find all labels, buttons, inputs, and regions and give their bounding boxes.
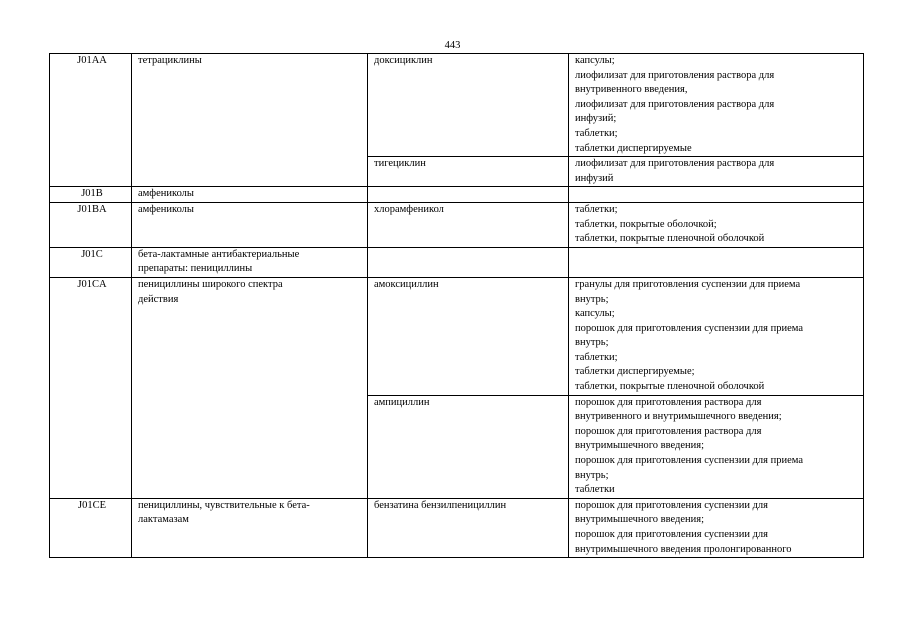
dosage-form-line: внутримышечного введения; [575,514,705,526]
dosage-form-line: гранулы для приготовления суспензии для приема [575,278,801,290]
drug-name: хлорамфеникол [374,203,444,215]
atc-code-cell: J01CA [50,277,132,498]
group-name-line: пенициллины, чувствительные к бета- [138,499,310,511]
dosage-form-line: порошок для приготовления суспензии для приема [575,455,803,467]
group-name-line: лактамазам [138,514,189,526]
group-name-line: тетрациклины [138,55,202,66]
drug-name-cell [368,54,569,157]
atc-code-cell: J01C [50,247,132,277]
dosage-form-line: таблетки диспергируемые [575,142,692,154]
drug-name-cell [368,187,569,203]
group-name-line: амфениколы [138,203,194,215]
dosage-form-line: инфузий; [575,113,617,125]
dosage-form-line: внутрь; [575,469,609,481]
drug-name: доксициклин [374,55,433,66]
dosage-form-line: порошок для приготовления раствора для [575,396,762,408]
atc-code-cell: J01AA [50,54,132,187]
page-number: 443 [444,40,461,51]
drug-name: ампициллин [374,396,430,408]
dosage-forms-cell [569,202,864,247]
drug-name: амоксициллин [374,278,439,290]
dosage-forms-cell [569,247,864,277]
dosage-forms-cell [569,498,864,557]
table-row [50,54,864,157]
drug-table [49,53,864,558]
dosage-form-line: лиофилизат для приготовления раствора для [575,158,775,170]
dosage-form-line: порошок для приготовления суспензии для [575,529,768,540]
drug-name-cell [368,247,569,277]
group-name-line: препараты: пенициллины [138,263,253,275]
drug-name-cell [368,202,569,247]
table-body [50,54,864,558]
dosage-form-line: таблетки, покрытые пленочной оболочкой [575,233,765,245]
dosage-form-line: порошок для приготовления суспензии для приема [575,322,803,334]
drug-name-cell [368,395,569,498]
drug-name-cell [368,498,569,557]
group-name-line: действия [138,293,179,305]
dosage-form-line [575,187,860,202]
group-name-cell [132,277,368,498]
dosage-form-line: лиофилизат для приготовления раствора для [575,98,775,110]
table-row [50,498,864,557]
dosage-form-line [575,248,860,263]
dosage-forms-cell [569,187,864,203]
group-name-cell [132,187,368,203]
dosage-form-line: капсулы; [575,55,615,66]
dosage-forms-cell [569,157,864,187]
table-row [50,202,864,247]
dosage-form-line: внутривенного и внутримышечного введения; [575,411,782,423]
dosage-forms-cell [569,277,864,395]
dosage-form-line: внутрь; [575,337,609,349]
dosage-form-line: таблетки, покрытые оболочкой; [575,218,717,230]
group-name-cell [132,247,368,277]
drug-name [374,248,565,263]
atc-code-cell: J01B [50,187,132,203]
group-name-cell [132,498,368,557]
atc-code-cell: J01CE [50,498,132,557]
dosage-form-line: таблетки; [575,203,618,215]
dosage-forms-cell [569,395,864,498]
dosage-form-line: порошок для приготовления суспензии для [575,499,768,511]
group-name-line: амфениколы [138,188,194,200]
group-name-line: бета-лактамные антибактериальные [138,248,300,260]
dosage-form-line: таблетки диспергируемые; [575,366,695,378]
dosage-form-line: лиофилизат для приготовления раствора для [575,69,775,81]
group-name-cell [132,54,368,187]
dosage-forms-cell [569,54,864,157]
dosage-form-line: таблетки; [575,127,618,139]
drug-name-cell [368,157,569,187]
dosage-form-line: таблетки; [575,351,618,363]
drug-name: бензатина бензилпенициллин [374,499,507,511]
dosage-form-line: инфузий [575,172,614,184]
dosage-form-line: капсулы; [575,308,615,320]
dosage-form-line: таблетки [575,484,615,496]
dosage-form-line: внутримышечного введения; [575,440,705,452]
dosage-form-line: порошок для приготовления раствора для [575,425,762,437]
dosage-form-line: таблетки, покрытые пленочной оболочкой [575,381,765,393]
group-name-line: пенициллины широкого спектра [138,278,283,290]
group-name-cell [132,202,368,247]
table-row [50,277,864,395]
atc-code-cell: J01BA [50,202,132,247]
table-row [50,187,864,203]
dosage-form-line: внутривенного введения, [575,84,688,96]
table-row [50,247,864,277]
drug-name: тигециклин [374,158,426,170]
dosage-form-line: внутримышечного введения пролонгированного [575,543,792,555]
dosage-form-line: внутрь; [575,293,609,305]
drug-name-cell [368,277,569,395]
drug-name [374,187,565,202]
